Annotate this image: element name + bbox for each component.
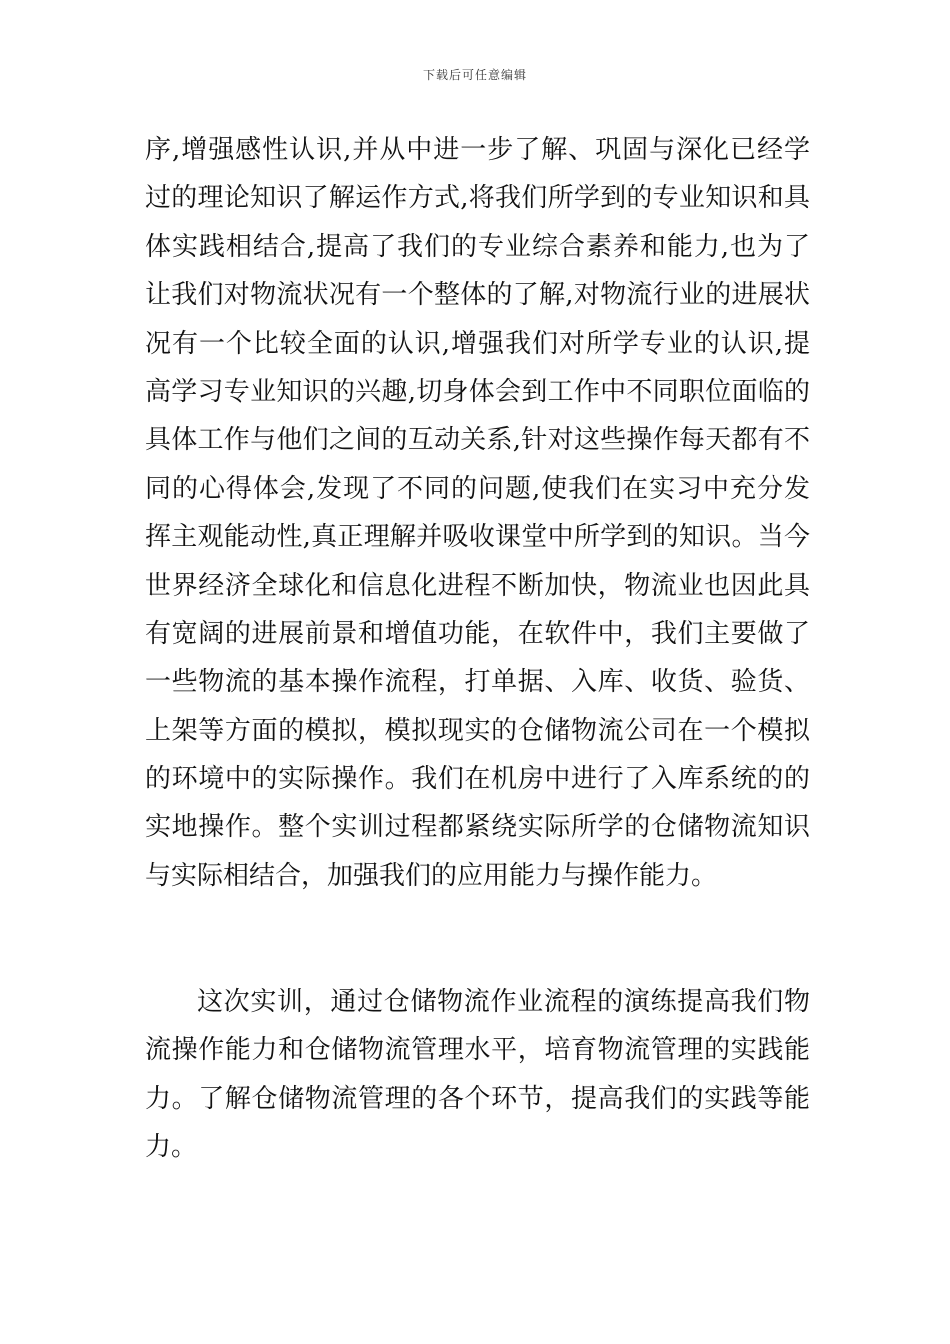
paragraph-line: 体实践相结合,提高了我们的专业综合素养和能力,也为了 — [145, 231, 810, 262]
paragraph-line: 有宽阔的进展前景和增值功能，在软件中，我们主要做了 — [145, 618, 810, 649]
paragraph-line: 世界经济全球化和信息化进程不断加快，物流业也因此具 — [145, 570, 810, 601]
paragraph-line: 上架等方面的模拟，模拟现实的仓储物流公司在一个模拟 — [145, 715, 810, 746]
paragraph-line: 实地操作。整个实训过程都紧绕实际所学的仓储物流知识 — [145, 812, 810, 843]
page-header-note: 下载后可任意编辑 — [422, 68, 527, 82]
paragraph-line: 流操作能力和仓储物流管理水平，培育物流管理的实践能 — [145, 1035, 810, 1066]
paragraph-line: 力。 — [145, 1132, 198, 1163]
paragraph-line: 高学习专业知识的兴趣,切身体会到工作中不同职位面临的 — [145, 376, 810, 407]
paragraph-line: 与实际相结合，加强我们的应用能力与操作能力。 — [145, 860, 718, 891]
paragraph-line: 的环境中的实际操作。我们在机房中进行了入库系统的的 — [145, 764, 810, 795]
paragraph-line: 序,增强感性认识,并从中进一步了解、巩固与深化已经学 — [145, 135, 810, 165]
paragraph-line: 一些物流的基本操作流程，打单据、入库、收货、验货、 — [145, 667, 810, 698]
paragraph-line: 况有一个比较全面的认识,增强我们对所学专业的认识,提 — [145, 328, 810, 359]
paragraph-2 — [145, 978, 810, 1172]
paragraph-line: 这次实训，通过仓储物流作业流程的演练提高我们物 — [197, 987, 810, 1017]
paragraph-line: 力。了解仓储物流管理的各个环节，提高我们的实践等能 — [145, 1083, 810, 1114]
paragraph-line: 过的理论知识了解运作方式,将我们所学到的专业知识和具 — [145, 183, 810, 214]
paragraph-line: 具体工作与他们之间的互动关系,针对这些操作每天都有不 — [145, 425, 810, 456]
paragraph-1 — [145, 126, 810, 900]
paragraph-line: 让我们对物流状况有一个整体的了解,对物流行业的进展状 — [145, 280, 810, 311]
paragraph-line: 同的心得体会,发现了不同的问题,使我们在实习中充分发 — [145, 473, 810, 504]
paragraph-line: 挥主观能动性,真正理解并吸收课堂中所学到的知识。当今 — [145, 522, 810, 553]
